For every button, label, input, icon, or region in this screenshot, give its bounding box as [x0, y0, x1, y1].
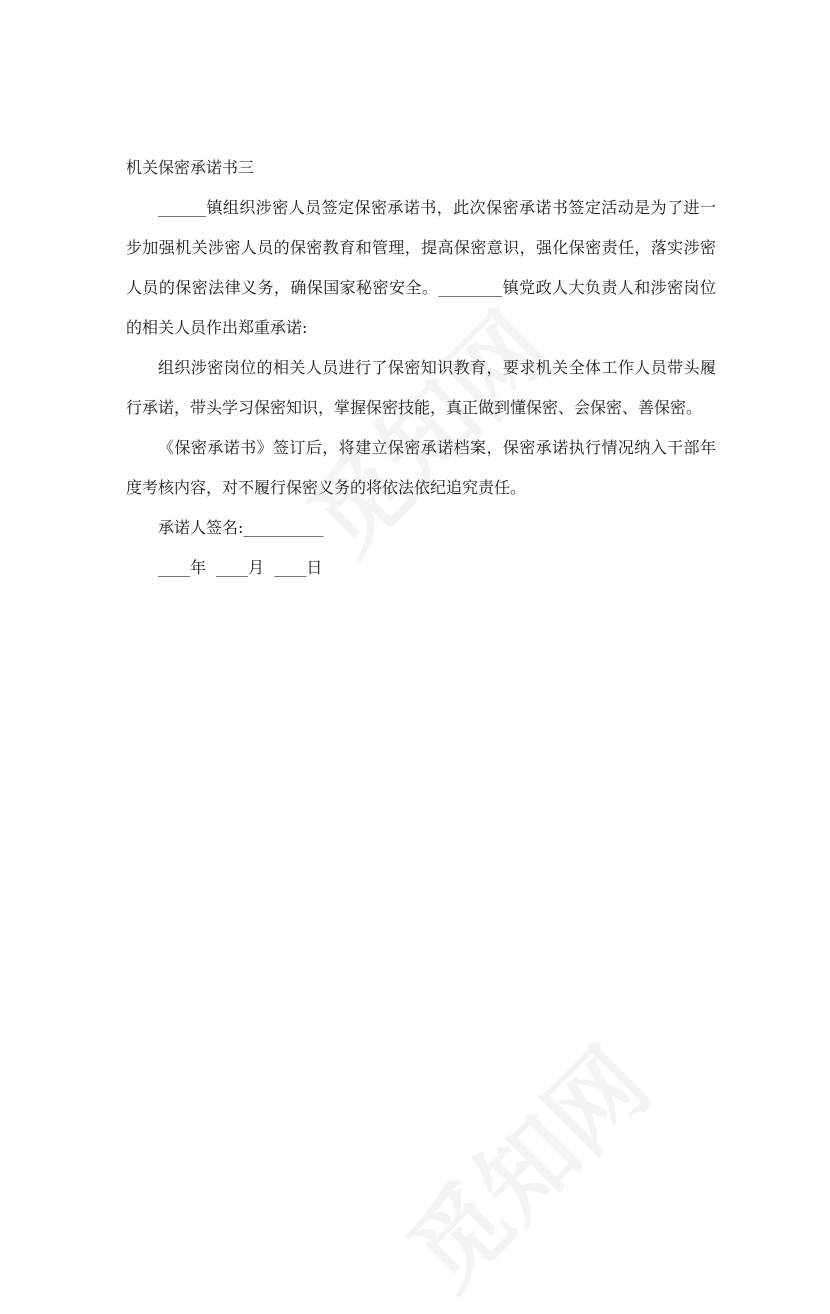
- watermark: [374, 1013, 675, 1314]
- document-title: 机关保密承诺书三: [126, 158, 255, 177]
- paragraph-1: ______镇组织涉密人员签定保密承诺书，此次保密承诺书签定活动是为了进一步加强机关涉密人员的保密教育和管理，提高保密意识，强化保密责任，落实涉密人员的保密法律义务，确保国家秘密安全。________镇党政人大负责人和涉密岗位的相关人员作出郑重承诺:: [126, 198, 716, 337]
- date-line: ____年 ____月 ____日: [158, 558, 323, 577]
- paragraph-2: 组织涉密岗位的相关人员进行了保密知识教育，要求机关全体工作人员带头履行承诺，带头学习保密知识，掌握保密技能，真正做到懂保密、会保密、善保密。: [126, 358, 716, 417]
- signature-line: 承诺人签名:__________: [158, 518, 324, 537]
- document-body: [126, 148, 716, 588]
- paragraph-3: 《保密承诺书》签订后，将建立保密承诺档案，保密承诺执行情况纳入干部年度考核内容，对不履行保密义务的将依法依纪追究责任。: [126, 438, 716, 497]
